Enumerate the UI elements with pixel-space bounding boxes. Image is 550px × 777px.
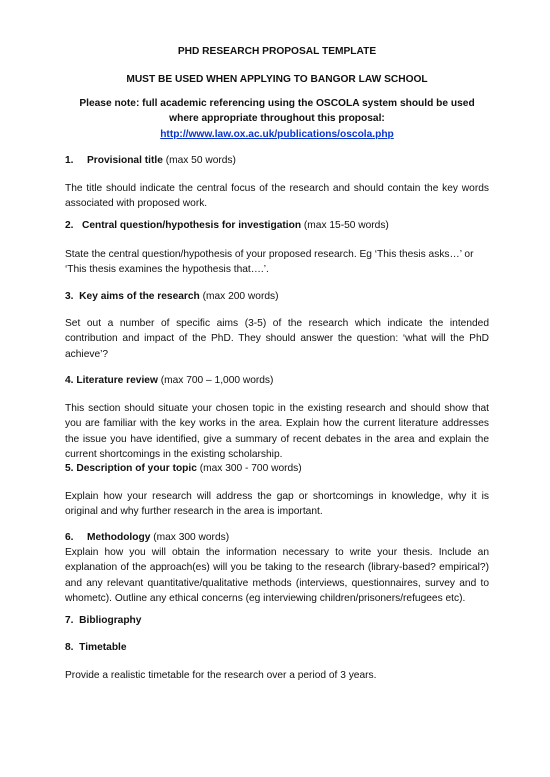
section-3-title: Key aims of the research	[79, 291, 200, 302]
referencing-note	[65, 96, 489, 142]
section-6-heading	[65, 530, 489, 545]
section-1-title: Provisional title	[87, 155, 163, 166]
section-8-title: Timetable	[79, 642, 127, 653]
oscola-link[interactable]: http://www.law.ox.ac.uk/publications/oscola.php	[160, 128, 394, 140]
section-2-number: 2.	[65, 220, 74, 231]
section-3-heading	[65, 289, 489, 304]
section-7-title: Bibliography	[79, 615, 142, 626]
section-4-heading	[65, 373, 489, 388]
section-8-number: 8.	[65, 642, 74, 653]
document-subtitle: MUST BE USED WHEN APPLYING TO BANGOR LAW SCHOOL	[126, 74, 428, 85]
section-3-limit: (max 200 words)	[202, 291, 279, 302]
section-3-body: Set out a number of specific aims (3-5) of the research which indicate the intended contribution and impact of the PhD. They should answer the question: ‘what will the PhD achieve’?	[65, 318, 489, 360]
document-title: PHD RESEARCH PROPOSAL TEMPLATE	[177, 46, 377, 57]
section-8-body: Provide a realistic timetable for the research over a period of 3 years.	[65, 670, 377, 681]
section-2-limit: (max 15-50 words)	[303, 220, 389, 231]
section-7-heading	[65, 613, 489, 628]
section-6-title: Methodology	[87, 532, 151, 543]
section-5-limit: (max 300 - 700 words)	[199, 463, 302, 474]
section-5-heading	[65, 461, 489, 476]
section-1-limit: (max 50 words)	[165, 155, 236, 166]
referencing-note-text: Please note: full academic referencing using the OSCOLA system should be used where appropriate throughout this proposal:	[79, 98, 475, 125]
section-2-heading	[65, 218, 489, 233]
section-1-heading	[65, 153, 489, 168]
section-3-number: 3.	[65, 291, 74, 302]
section-4-number: 4.	[65, 375, 74, 386]
section-6-body: Explain how you will obtain the information necessary to write your thesis. Include an explanation of the approach(es) will you be taking to the research (library-based? empirical?) and any relevant quantitative/qualitative methods (interviews, questionnaires, survey and to whometc). Outline any ethical concerns (eg interviewing children/prisoners/refugees etc).	[65, 547, 489, 604]
section-8-heading	[65, 640, 489, 655]
section-4-limit: (max 700 – 1,000 words)	[160, 375, 274, 386]
section-4-body: This section should situate your chosen topic in the existing research and should show that you are familiar with the key works in the area. Explain how the current literature addresses the issue you have identified, give a summary of recent debates in the area and explain the current shortcomings in the existing scholarship.	[65, 403, 489, 460]
section-4-title: Literature review	[76, 375, 158, 386]
section-5-title: Description of your topic	[76, 463, 197, 474]
section-7-number: 7.	[65, 615, 74, 626]
section-2-title: Central question/hypothesis for investigation	[82, 220, 302, 231]
section-6-limit: (max 300 words)	[153, 532, 230, 543]
section-5-body: Explain how your research will address the gap or shortcomings in knowledge, why it is original and why further research in the area is important.	[65, 491, 489, 518]
section-6-number: 6.	[65, 532, 74, 543]
section-2-body: State the central question/hypothesis of your proposed research. Eg ‘This thesis asks…’ or ‘This thesis examines the hypothesis that….’.	[65, 249, 474, 276]
section-1-number: 1.	[65, 155, 74, 166]
section-5-number: 5.	[65, 463, 74, 474]
section-1-body: The title should indicate the central focus of the research and should contain the key words associated with proposed work.	[65, 183, 489, 210]
